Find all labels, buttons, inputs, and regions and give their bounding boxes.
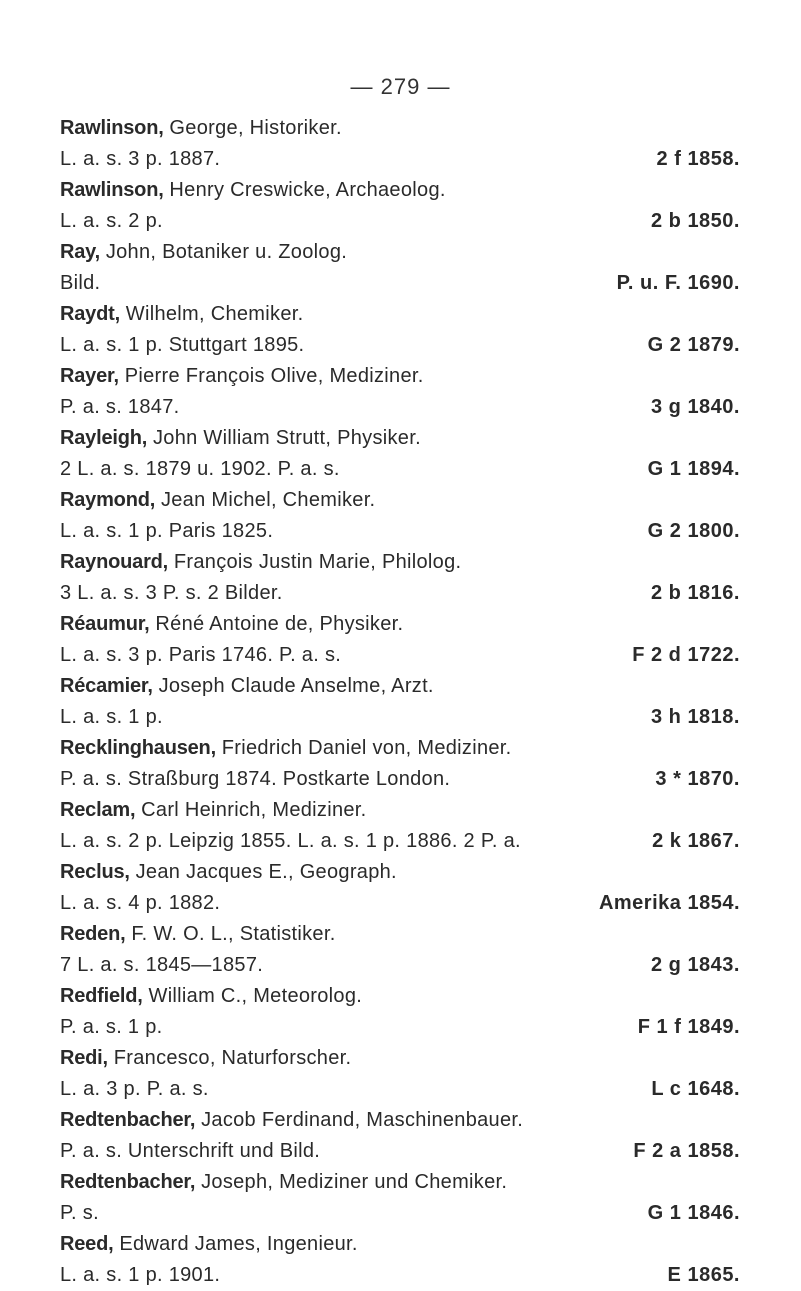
entry-details: L. a. s. 1 p. Paris 1825.: [60, 520, 274, 542]
entry-description: Pierre François Olive, Mediziner.: [118, 365, 424, 387]
entry-surname: Raynouard,: [60, 551, 169, 573]
entry-detail-line: [60, 1012, 740, 1043]
entry-detail-line: [60, 950, 740, 981]
entry-description: William C., Meteorolog.: [142, 985, 363, 1007]
entry-detail-line: [60, 1136, 740, 1167]
entry-reference: 2 g 1843.: [650, 954, 740, 976]
entry-surname: Reden,: [60, 923, 126, 945]
entry-surname: Ray,: [60, 241, 100, 263]
entry-details: 7 L. a. s. 1845—1857.: [60, 954, 264, 976]
entry-description: Friedrich Daniel von, Mediziner.: [215, 737, 512, 759]
entry: [60, 175, 740, 237]
entry-detail-line: [60, 144, 740, 175]
entry: [60, 547, 740, 609]
entry: [60, 423, 740, 485]
entry-reference: G 2 1800.: [647, 520, 740, 542]
entry-details: Bild.: [60, 272, 101, 294]
entry-surname: Reclam,: [60, 799, 136, 821]
entry: [60, 919, 740, 981]
entry-heading: [60, 1105, 523, 1136]
entry-surname: Recklinghausen,: [60, 737, 216, 759]
entry-reference: Amerika 1854.: [598, 892, 740, 914]
entry-reference: 3 h 1818.: [650, 706, 740, 728]
entry-details: P. a. s. Unterschrift und Bild.: [60, 1140, 321, 1162]
entry-reference: 2 k 1867.: [652, 830, 740, 852]
entry-surname: Rayer,: [60, 365, 119, 387]
entry-surname: Rayleigh,: [60, 427, 148, 449]
entry-surname: Raydt,: [60, 303, 120, 325]
entry-list: [60, 113, 740, 1291]
entry-details: L. a. s. 4 p. 1882.: [60, 892, 221, 914]
page-number: — 279 —: [350, 74, 451, 99]
entry: [60, 299, 740, 361]
entry-heading: [60, 1043, 351, 1074]
entry-details: L. a. s. 2 p.: [60, 210, 163, 232]
entry-details: P. s.: [60, 1202, 99, 1224]
entry-surname: Reed,: [60, 1233, 114, 1255]
entry-description: Joseph, Mediziner und Chemiker.: [195, 1171, 508, 1193]
entry-description: Joseph Claude Anselme, Arzt.: [152, 675, 434, 697]
entry-description: Jacob Ferdinand, Maschinenbauer.: [195, 1109, 524, 1131]
entry-detail-line: [60, 330, 740, 361]
entry-details: P. a. s. Straßburg 1874. Postkarte London.: [60, 768, 451, 790]
entry-reference: E 1865.: [667, 1264, 740, 1286]
entry-detail-line: [60, 1074, 740, 1105]
entry-description: John William Strutt, Physiker.: [147, 427, 421, 449]
entry: [60, 1167, 740, 1229]
entry-heading: [60, 113, 342, 144]
entry-surname: Réaumur,: [60, 613, 150, 635]
entry: [60, 361, 740, 423]
entry-detail-line: [60, 826, 740, 857]
entry-heading: [60, 857, 397, 888]
entry-heading: [60, 671, 434, 702]
entry-surname: Redtenbacher,: [60, 1109, 196, 1131]
entry-heading: [60, 175, 446, 206]
entry-heading: [60, 361, 424, 392]
entry-heading: [60, 485, 375, 516]
entry-detail-line: [60, 206, 740, 237]
entry-surname: Reclus,: [60, 861, 130, 883]
entry-surname: Rawlinson,: [60, 117, 164, 139]
entry: [60, 981, 740, 1043]
entry: [60, 1043, 740, 1105]
entry-detail-line: [60, 640, 740, 671]
entry-detail-line: [60, 578, 740, 609]
entry-reference: P. u. F. 1690.: [616, 272, 740, 294]
entry-reference: F 2 d 1722.: [632, 644, 740, 666]
entry: [60, 609, 740, 671]
entry-reference: 2 b 1816.: [650, 582, 740, 604]
entry-description: Wilhelm, Chemiker.: [119, 303, 304, 325]
entry-description: Henry Creswicke, Archaeolog.: [163, 179, 446, 201]
entry-details: L. a. s. 3 p. Paris 1746. P. a. s.: [60, 644, 342, 666]
entry: [60, 795, 740, 857]
entry-details: L. a. s. 3 p. 1887.: [60, 148, 221, 170]
entry-detail-line: [60, 392, 740, 423]
entry-heading: [60, 299, 303, 330]
entry: [60, 671, 740, 733]
entry-heading: [60, 237, 347, 268]
entry-description: John, Botaniker u. Zoolog.: [99, 241, 348, 263]
entry-details: 3 L. a. s. 3 P. s. 2 Bilder.: [60, 582, 283, 604]
entry-reference: F 2 a 1858.: [633, 1140, 740, 1162]
entry-description: F. W. O. L., Statistiker.: [125, 923, 336, 945]
entry-reference: G 1 1894.: [647, 458, 740, 480]
entry-detail-line: [60, 764, 740, 795]
entry-heading: [60, 609, 403, 640]
entry-description: François Justin Marie, Philolog.: [168, 551, 462, 573]
entry-reference: G 1 1846.: [647, 1202, 740, 1224]
entry-heading: [60, 919, 336, 950]
entry-description: Francesco, Naturforscher.: [107, 1047, 352, 1069]
entry-detail-line: [60, 268, 740, 299]
entry-details: L. a. s. 1 p. 1901.: [60, 1264, 221, 1286]
entry-heading: [60, 795, 367, 826]
entry-description: Jean Jacques E., Geograph.: [129, 861, 397, 883]
entry-detail-line: [60, 702, 740, 733]
entry-details: P. a. s. 1847.: [60, 396, 180, 418]
entry-details: L. a. s. 1 p.: [60, 706, 163, 728]
entry: [60, 733, 740, 795]
entry-details: P. a. s. 1 p.: [60, 1016, 163, 1038]
entry-surname: Redfield,: [60, 985, 143, 1007]
entry-surname: Redtenbacher,: [60, 1171, 196, 1193]
entry-description: Réné Antoine de, Physiker.: [149, 613, 404, 635]
entry-description: Carl Heinrich, Mediziner.: [135, 799, 367, 821]
entry: [60, 1105, 740, 1167]
entry-surname: Récamier,: [60, 675, 153, 697]
entry-detail-line: [60, 1260, 740, 1291]
entry-description: Edward James, Ingenieur.: [113, 1233, 358, 1255]
entry-reference: 2 b 1850.: [650, 210, 740, 232]
entry-detail-line: [60, 516, 740, 547]
entry-reference: F 1 f 1849.: [637, 1016, 740, 1038]
entry-surname: Raymond,: [60, 489, 156, 511]
entry-heading: [60, 1167, 507, 1198]
entry: [60, 857, 740, 919]
entry: [60, 113, 740, 175]
entry-surname: Rawlinson,: [60, 179, 164, 201]
entry-detail-line: [60, 888, 740, 919]
entry-description: Jean Michel, Chemiker.: [155, 489, 376, 511]
entry: [60, 1229, 740, 1291]
entry-details: 2 L. a. s. 1879 u. 1902. P. a. s.: [60, 458, 340, 480]
entry-reference: L c 1648.: [651, 1078, 740, 1100]
entry-reference: G 2 1879.: [647, 334, 740, 356]
entry: [60, 485, 740, 547]
entry-detail-line: [60, 454, 740, 485]
entry-heading: [60, 733, 512, 764]
entry-surname: Redi,: [60, 1047, 108, 1069]
entry-reference: 3 g 1840.: [650, 396, 740, 418]
entry-reference: 2 f 1858.: [656, 148, 740, 170]
entry-heading: [60, 981, 362, 1012]
entry-details: L. a. 3 p. P. a. s.: [60, 1078, 209, 1100]
entry-detail-line: [60, 1198, 740, 1229]
entry-heading: [60, 1229, 358, 1260]
entry: [60, 237, 740, 299]
entry-heading: [60, 547, 461, 578]
entry-reference: 3 * 1870.: [655, 768, 740, 790]
entry-heading: [60, 423, 421, 454]
entry-description: George, Historiker.: [163, 117, 342, 139]
entry-details: L. a. s. 1 p. Stuttgart 1895.: [60, 334, 305, 356]
entry-details: L. a. s. 2 p. Leipzig 1855. L. a. s. 1 p. 1886. 2 P. a.: [60, 830, 521, 852]
